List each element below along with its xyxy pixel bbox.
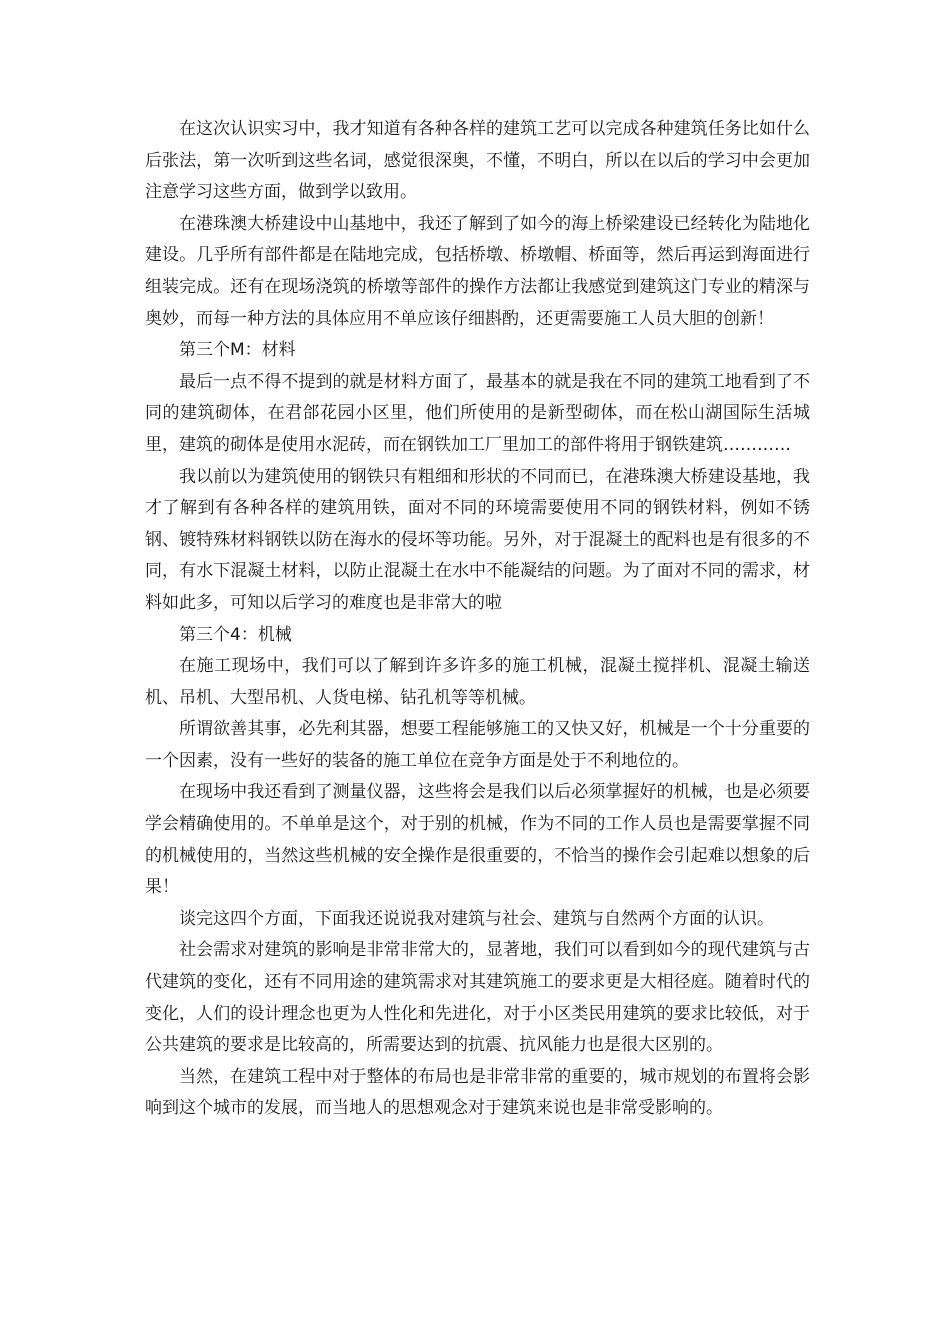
section-heading-materials: 第三个M：材料 <box>179 340 296 361</box>
paragraph-tools-importance: 所谓欲善其事，必先利其器，想要工程能够施工的又快又好，机械是一个十分重要的一个因素，没有一些好的装备的施工单位在竞争方面是处于不利地位的。 <box>145 719 810 771</box>
paragraph-steel-concrete: 我以前以为建筑使用的钢铁只有粗细和形状的不同而已，在港珠澳大桥建设基地，我才了解到有各种各样的建筑用铁，面对不同的环境需要使用不同的钢铁材料，例如不锈钢、镀特殊材料钢铁以防在海水的侵坏等功能。另外，对于混凝土的配料也是有很多的不同，有水下混凝土材料，以防止混凝土在水中不能凝结的问题。为了面对不同的需求，材料如此多，可知以后学习的难度也是非常大的啦 <box>145 466 810 613</box>
paragraph-masonry: 最后一点不得不提到的就是材料方面了，最基本的就是我在不同的建筑工地看到了不同的建筑砌体，在君郃花园小区里，他们所使用的是新型砌体，而在松山湖国际生活城里，建筑的砌体是使用水泥砖，而在钢铁加工厂里加工的部件将用于钢铁建筑………… <box>145 371 810 455</box>
paragraph-social-demand: 社会需求对建筑的影响是非常非常大的，显著地，我们可以看到如今的现代建筑与古代建筑的变化，还有不同用途的建筑需求对其建筑施工的要求更是大相径庭。随着时代的变化，人们的设计理念也更为人性化和先进化，对于小区类民用建筑的要求比较低，对于公共建筑的要求是比较高的，所需要达到的抗震、抗风能力也是很大区别的。 <box>145 940 810 1056</box>
section-heading-machinery: 第三个4：机械 <box>179 624 292 645</box>
paragraph-craft-techniques: 在这次认识实习中，我才知道有各种各样的建筑工艺可以完成各种建筑任务比如什么后张法，第一次听到这些名词，感觉很深奥，不懂，不明白，所以在以后的学习中会更加注意学习这些方面，做到学以致用。 <box>145 119 810 203</box>
paragraph-bridge-base: 在港珠澳大桥建设中山基地中，我还了解到了如今的海上桥梁建设已经转化为陆地化建设。几乎所有部件都是在陆地完成，包括桥墩、桥墩帽、桥面等，然后再运到海面进行组装完成。还有在现场浇筑的桥墩等部件的操作方法都让我感觉到建筑这门专业的精深与奥妙，而每一种方法的具体应用不单应该仔细斟酌，还更需要施工人员大胆的创新！ <box>145 213 810 329</box>
paragraph-machinery-list: 在施工现场中，我们可以了解到许多许多的施工机械，混凝土搅拌机、混凝土输送机、吊机、大型吊机、人货电梯、钻孔机等等机械。 <box>145 656 810 708</box>
paragraph-urban-planning: 当然，在建筑工程中对于整体的布局也是非常非常的重要的，城市规划的布置将会影响到这个城市的发展，而当地人的思想观念对于建筑来说也是非常受影响的。 <box>145 1066 810 1119</box>
paragraph-transition: 谈完这四个方面，下面我还说说我对建筑与社会、建筑与自然两个方面的认识。 <box>179 908 774 929</box>
paragraph-measuring-instruments: 在现场中我还看到了测量仪器，这些将会是我们以后必须掌握好的机械，也是必须要学会精确使用的。不单单是这个，对于别的机械，作为不同的工作人员也是需要掌握不同的机械使用的，当然这些机械的安全操作是很重要的，不恰当的操作会引起难以想象的后果！ <box>145 782 810 898</box>
document-body <box>145 114 810 1125</box>
